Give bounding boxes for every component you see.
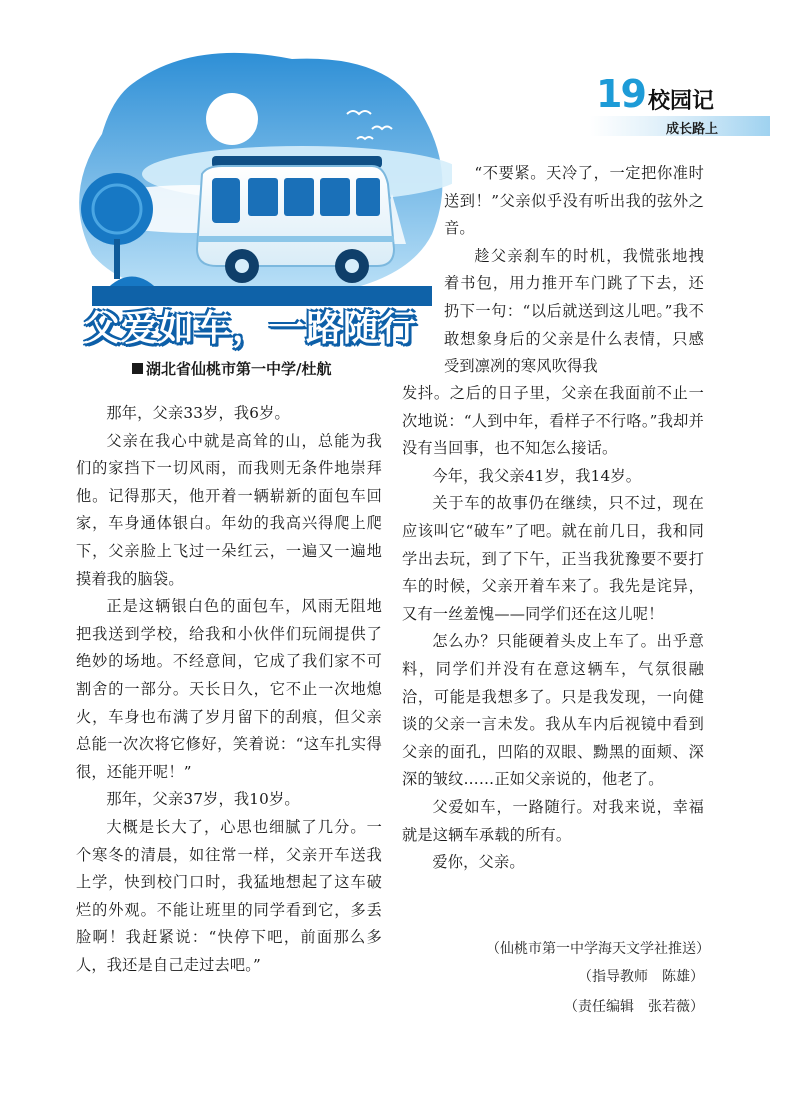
paragraph: “不要紧。天冷了，一定把你准时送到！”父亲似乎没有听出我的弦外之音。	[444, 164, 704, 238]
paragraph: 今年，我父亲41岁，我14岁。	[432, 466, 642, 485]
right-column-top	[444, 160, 704, 381]
byline	[132, 358, 331, 379]
section-title: 校园记	[648, 89, 715, 114]
paragraph-continued: 发抖。之后的日子里，父亲在我面前不止一次地说：“人到中年，看样子不行咯。”我却并没有当回事，也不知怎么接话。	[402, 384, 704, 458]
paragraph: 那年，父亲37岁，我10岁。	[106, 790, 300, 809]
sun-icon	[206, 93, 258, 145]
page-number: 19	[596, 72, 645, 116]
right-column-bottom	[402, 380, 704, 877]
paragraph: 那年，父亲33岁，我6岁。	[106, 404, 290, 422]
article-title: 父爱如车，一路随行	[84, 308, 418, 349]
square-bullet-icon	[132, 363, 143, 374]
teacher-credit: （指导教师 陈雄）	[578, 969, 704, 985]
left-column	[76, 400, 382, 979]
paragraph: 爱你，父亲。	[432, 853, 525, 872]
recommendation-credit: （仙桃市第一中学海天文学社推送）	[486, 941, 710, 957]
paragraph: 父爱如车，一路随行。对我来说，幸福就是这辆车承载的所有。	[402, 797, 704, 844]
paragraph: 趁父亲刹车的时机，我慌张地拽着书包，用力推开车门跳了下去，还扔下一句：“以后就送到这儿吧。”我不敢想象身后的父亲是什么表情，只感受到凛冽的寒风吹得我	[444, 246, 704, 376]
subsection-title: 成长路上	[666, 122, 719, 137]
paragraph: 怎么办？只能硬着头皮上车了。出乎意料，同学们并没有在意这辆车，气氛很融洽，可能是我想多了。只是我发现，一向健谈的父亲一言未发。我从车内后视镜中看到父亲的面孔，凹陷的双眼、黝黑的面颊、深深的皱纹……正如父亲说的，他老了。	[402, 632, 704, 789]
editor-credit: （责任编辑 张若薇）	[564, 999, 704, 1015]
bus-illustration	[72, 44, 452, 344]
paragraph: 父亲在我心中就是高耸的山，总能为我们的家挡下一切风雨，而我则无条件地崇拜他。记得那天，他开着一辆崭新的面包车回家，车身通体银白。年幼的我高兴得爬上爬下，父亲脸上飞过一朵红云，一遍又一遍地摸着我的脑袋。	[76, 431, 382, 588]
paragraph: 关于车的故事仍在继续，只不过，现在应该叫它“破车”了吧。就在前几日，我和同学出去玩，到了下午，正当我犹豫要不要打车的时候，父亲开着车来了。我先是诧异，又有一丝羞愧——同学们还在这儿呢！	[402, 494, 704, 623]
byline-text: 湖北省仙桃市第一中学/杜航	[146, 360, 332, 378]
bus-icon	[197, 156, 394, 283]
paragraph: 正是这辆银白色的面包车，风雨无阻地把我送到学校，给我和小伙伴们玩闹提供了绝妙的场地。不经意间，它成了我们家不可割舍的一部分。天长日久，它不止一次地熄火，车身也布满了岁月留下的刮痕，但父亲总能一次次将它修好，笑着说：“这车扎实得很，还能开呢！”	[76, 597, 382, 781]
paragraph: 大概是长大了，心思也细腻了几分。一个寒冬的清晨，如往常一样，父亲开车送我上学，快到校门口时，我猛地想起了这车破烂的外观。不能让班里的同学看到它，多丢脸啊！我赶紧说：“快停下吧，前面那么多人，我还是自己走过去吧。”	[76, 817, 382, 974]
